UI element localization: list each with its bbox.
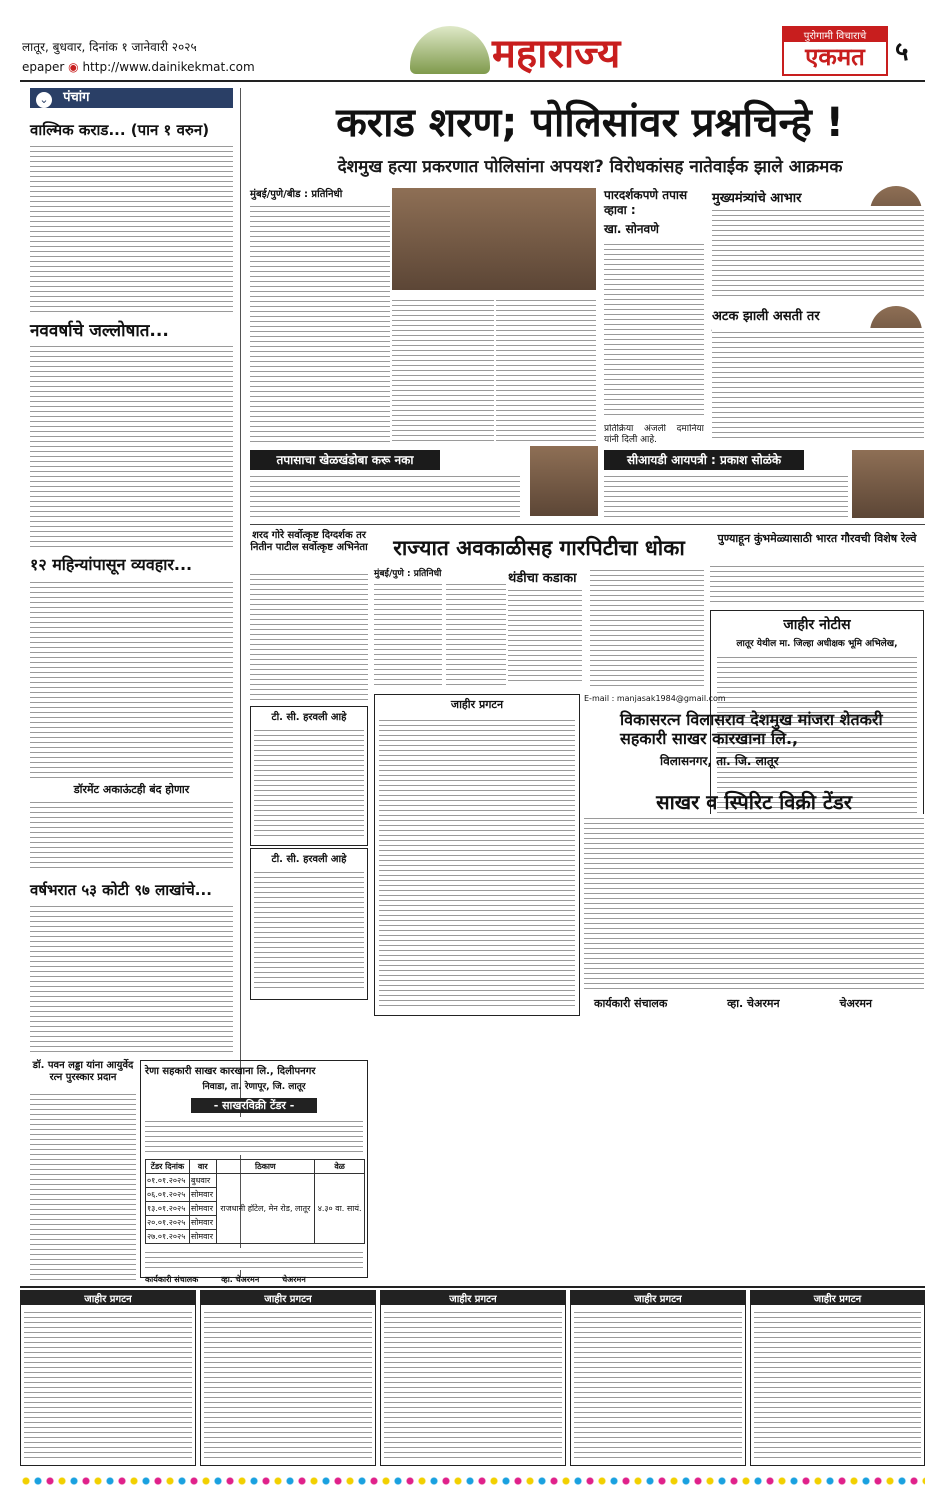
- rena-sign-1: कार्यकारी संचालक: [145, 1275, 199, 1284]
- bottom-notice-1: [20, 1290, 196, 1466]
- rena-day-0: बुधवार: [189, 1174, 216, 1188]
- panchang-banner: [30, 88, 233, 108]
- panchang-heading-2: नववर्षाचे जल्लोषात...: [30, 321, 169, 341]
- rena-col-0: टेंडर दिनांक: [146, 1160, 190, 1174]
- bottom-notice-2-body: [204, 1308, 372, 1458]
- probe-photo: [530, 446, 598, 516]
- bottom-notice-3-body: [384, 1308, 562, 1458]
- lost-tc-title-2: टी. सी. हरवली आहे: [271, 854, 347, 865]
- globe-icon: ◉: [68, 60, 79, 74]
- epaper-label: epaper: [22, 60, 65, 74]
- transparency-caption: प्रतिक्रिया अंजली दमानिया यांनी दिली आहे.: [604, 424, 704, 445]
- bottom-notice-5: [750, 1290, 925, 1466]
- cid-body: [604, 472, 848, 518]
- story-dateline: मुंबई/पुणे/बीड : प्रतिनिधी: [250, 189, 343, 200]
- hail-headline: राज्यात अवकाळीसह गारपिटीचा धोका: [393, 536, 685, 560]
- rena-day-4: सोमवार: [189, 1230, 216, 1244]
- chevron-down-icon: ⌄: [36, 92, 52, 108]
- rena-intro: [145, 1117, 363, 1155]
- rena-date-2: १३.०१.२०२५: [146, 1202, 190, 1216]
- bottom-notice-2-title: जाहीर प्रगटन: [201, 1291, 375, 1305]
- panchang-body-3: [30, 578, 233, 778]
- lost-tc-ad-1: [250, 706, 368, 846]
- hail-body-2: [446, 580, 506, 688]
- cid-photo: [852, 450, 924, 518]
- rena-date-3: २०.०१.२०२५: [146, 1216, 190, 1230]
- lead-story-col-1: [250, 202, 390, 442]
- table-row: [146, 1174, 365, 1188]
- vilasrao-place: विलासनगर, ता. जि. लातूर: [660, 754, 779, 768]
- rena-time-cell: ४.३० वा. सायं.: [315, 1174, 365, 1244]
- bottom-notice-4-body: [574, 1308, 742, 1458]
- rena-day-1: सोमवार: [189, 1188, 216, 1202]
- rena-place-cell: राजधानी हॉटेल, मेन रोड, लातूर: [216, 1174, 315, 1244]
- masthead: [0, 0, 945, 82]
- rena-date-4: २७.०१.२०२५: [146, 1230, 190, 1244]
- rena-footer-text: [145, 1248, 363, 1270]
- lead-story-col-2: [392, 296, 494, 444]
- cid-title: सीआयडी आयपत्री : प्रकाश सोळंके: [604, 450, 804, 470]
- leader-photo-2: [494, 188, 596, 290]
- bottom-notice-3-title: जाहीर प्रगटन: [381, 1291, 565, 1305]
- rena-sign-3: चेअरमन: [282, 1275, 306, 1284]
- rena-col-1: वार: [189, 1160, 216, 1174]
- section-rule-1: [250, 524, 925, 525]
- section-title: महाराज्य: [492, 31, 621, 77]
- rena-sign-2: व्हा. चेअरमन: [221, 1275, 260, 1284]
- bottom-notice-4: [570, 1290, 746, 1466]
- registration-marks: [20, 1474, 925, 1488]
- dateline: लातूर, बुधवार, दिनांक १ जानेवारी २०२५: [22, 40, 197, 54]
- hail-dateline: मुंबई/पुणे : प्रतिनिधी: [374, 569, 442, 579]
- transparency-title: पारदर्शकपणे तपास व्हावा :: [604, 188, 688, 217]
- rena-place: निवाडा, ता. रेणापूर, जि. लातूर: [202, 1082, 306, 1092]
- kumbh-body: [710, 562, 924, 606]
- rena-signatures: [145, 1274, 363, 1285]
- bottom-notice-1-title: जाहीर प्रगटन: [21, 1291, 195, 1305]
- arrest-title: अटक झाली असती तर: [712, 309, 820, 324]
- rena-company: रेणा सहकारी साखर कारखाना लि., दिलीपनगर: [145, 1066, 316, 1077]
- kumbh-notice-title: जाहीर नोटीस: [783, 617, 851, 633]
- probe-title: तपासाचा खेळखंडोबा करू नका: [250, 450, 440, 470]
- kumbh-notice-sub: लातूर येथील मा. जिल्हा अधीक्षक भूमि अभिलेख,: [736, 639, 898, 649]
- sub-headline: देशमुख हत्या प्रकरणात पोलिसांना अपयश? विरोधकांसह नातेवाईक झाले आक्रमक: [337, 157, 843, 177]
- brand-box: [782, 26, 888, 76]
- brand-tagline: पुरोगामी विचाराचे: [784, 28, 886, 42]
- vilasrao-company: विकासरत्न विलासराव देशमुख मांजरा शेतकरी सहकारी साखर कारखाना लि.,: [620, 710, 883, 748]
- main-headline: कराड शरण; पोलिसांवर प्रश्नचिन्हे !: [336, 100, 844, 146]
- leader-photo-1: [392, 188, 494, 290]
- brand-name: एकमत: [805, 43, 865, 71]
- panchang-heading-1: वाल्मिक कराड... (पान १ वरुन): [30, 121, 210, 139]
- masthead-rule: [20, 80, 925, 82]
- hail-body-1: [374, 580, 442, 688]
- panchang-label: पंचांग: [63, 90, 90, 105]
- hail-body-3: [590, 566, 704, 690]
- lost-tc-ad-2: [250, 848, 368, 1000]
- cm-thanks-title: मुख्यमंत्र्यांचे आभार: [712, 191, 802, 206]
- rena-col-3: वेळ: [315, 1160, 365, 1174]
- bottom-notice-5-title: जाहीर प्रगटन: [751, 1291, 924, 1305]
- lead-story-col-3: [496, 296, 596, 444]
- sharad-body: [250, 570, 368, 702]
- ayurved-body: [30, 1090, 136, 1280]
- public-notice-mid-title: जाहीर प्रगटन: [450, 698, 504, 711]
- bottom-notice-5-body: [754, 1308, 921, 1458]
- bottom-notice-1-body: [24, 1308, 192, 1458]
- sharad-title: शरद गोरे सर्वोत्कृष्ट दिग्दर्शक तर नितीन पाटील सर्वोत्कृष्ट अभिनेता: [250, 530, 368, 553]
- vilasrao-signatures: [584, 996, 924, 1011]
- rena-day-3: सोमवार: [189, 1216, 216, 1230]
- panchang-heading-3: १२ महिन्यांपासून व्यवहार...: [30, 555, 193, 574]
- vilasrao-tender: साखर व स्पिरिट विक्री टेंडर: [656, 790, 852, 814]
- ayurved-title: डॉ. पवन लड्डा यांना आयुर्वेद रत्न पुरस्कार प्रदान: [32, 1060, 134, 1083]
- panchang-heading-4: वर्षभरात ५३ कोटी ९७ लाखांचे...: [30, 881, 212, 899]
- hail-box-title: थंडीचा कडाका: [508, 571, 577, 586]
- rena-ad: [140, 1060, 368, 1284]
- transparency-body: [604, 240, 704, 418]
- site-url[interactable]: http://www.dainikekmat.com: [82, 60, 255, 74]
- public-notice-mid: [374, 694, 580, 1016]
- arrest-body: [712, 328, 924, 438]
- panchang-body-1: [30, 142, 233, 312]
- bottom-notice-3: [380, 1290, 566, 1466]
- table-row: [146, 1160, 365, 1174]
- rena-day-2: सोमवार: [189, 1202, 216, 1216]
- panchang-body-4: [30, 902, 233, 1052]
- cm-thanks-body: [712, 206, 924, 298]
- vilasrao-body: [584, 814, 924, 992]
- probe-body: [250, 472, 520, 518]
- epaper-line: [22, 60, 255, 74]
- kumbh-title: पुण्याहून कुंभमेळ्यासाठी भारत गौरवची विशेष रेल्वे: [717, 532, 917, 545]
- rena-col-2: ठिकाण: [216, 1160, 315, 1174]
- landscape-graphic: [410, 26, 490, 74]
- page-number: ५: [895, 37, 909, 67]
- rena-date-1: ०६.०१.२०२५: [146, 1188, 190, 1202]
- hail-box-body: [508, 586, 582, 684]
- lost-tc-body-1: [254, 726, 364, 836]
- rena-date-0: ०१.०१.२०२५: [146, 1174, 190, 1188]
- vilasrao-email: E-mail : manjasak1984@gmail.com: [584, 694, 726, 703]
- vilasrao-sign-3: चेअरमन: [839, 997, 873, 1010]
- vilasrao-sign-2: व्हा. चेअरमन: [727, 997, 780, 1010]
- bottom-notice-2: [200, 1290, 376, 1466]
- panchang-body-2: [30, 342, 233, 547]
- bottom-notice-4-title: जाहीर प्रगटन: [571, 1291, 745, 1305]
- transparency-name: खा. सोनवणे: [604, 222, 659, 236]
- vilasrao-sign-1: कार्यकारी संचालक: [594, 997, 668, 1010]
- rena-tender: - साखरविक्री टेंडर -: [191, 1098, 317, 1113]
- rena-table: [145, 1159, 365, 1244]
- public-notice-mid-body: [379, 716, 575, 1006]
- panchang-subhead-3: डॉरमेंट अकाऊंटही बंद होणार: [73, 783, 190, 796]
- lost-tc-body-2: [254, 868, 364, 990]
- lost-tc-title-1: टी. सी. हरवली आहे: [271, 712, 347, 723]
- bottom-rule: [20, 1286, 925, 1288]
- panchang-body-3b: [30, 798, 233, 872]
